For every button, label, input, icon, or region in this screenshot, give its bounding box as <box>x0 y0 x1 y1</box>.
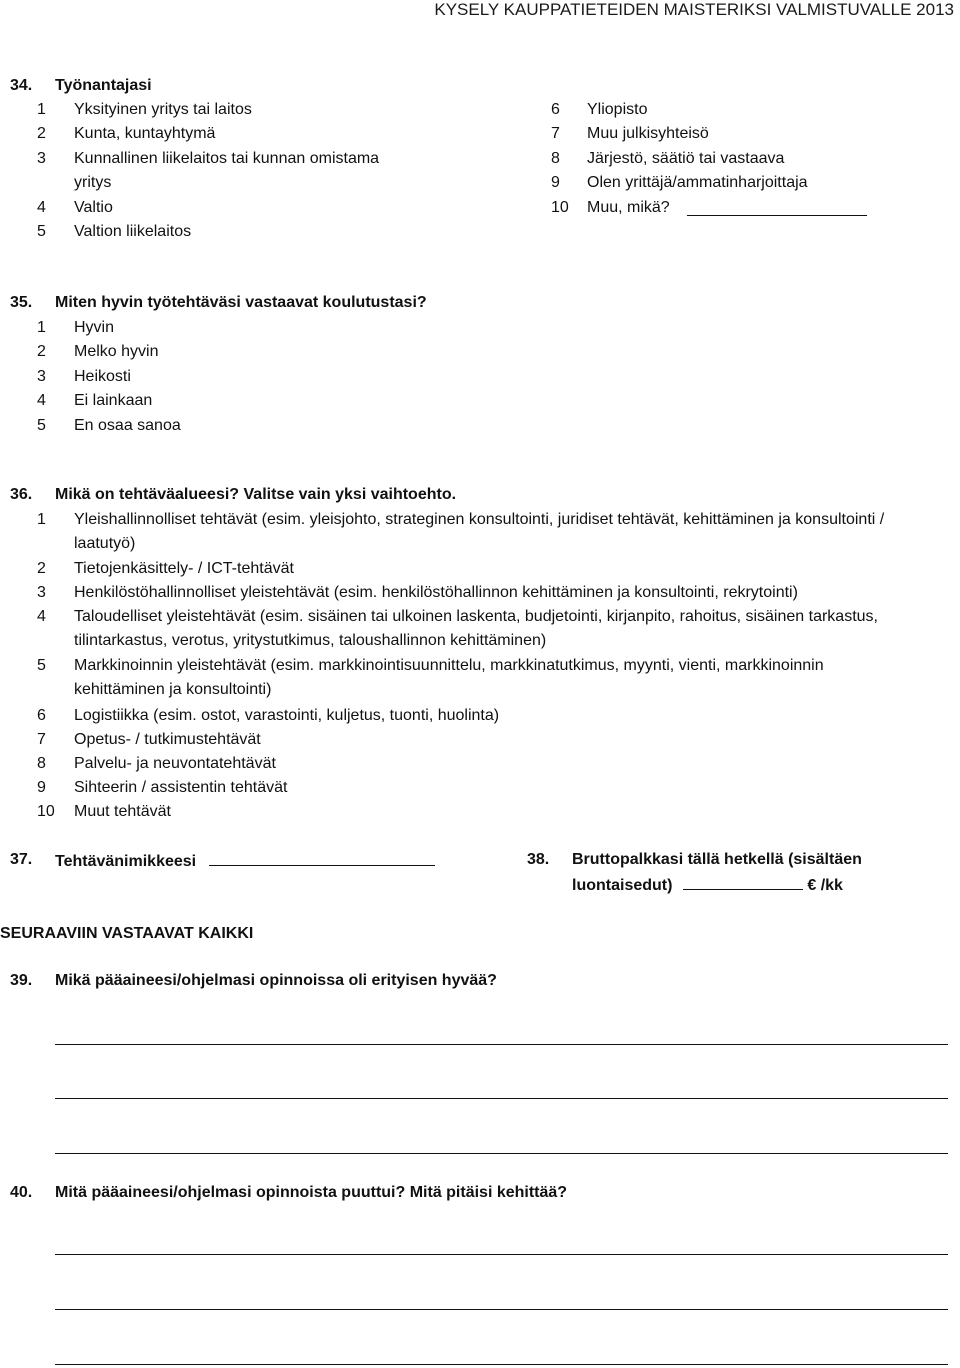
option-label: Logistiikka (esim. ostot, varastointi, kuljetus, tuonti, huolinta) <box>74 707 500 724</box>
option-label: Palvelu- ja neuvontatehtävät <box>74 755 276 772</box>
question-38 <box>527 851 947 901</box>
option-label: Valtio <box>74 198 113 216</box>
other-specify-blank[interactable] <box>687 201 867 216</box>
question-title: Työnantajasi <box>55 77 152 94</box>
option-label: Markkinoinnin yleistehtävät (esim. markkinointisuunnittelu, markkinatutkimus, myynti, vienti, markkinoinnin kehittäminen ja konsultointi) <box>74 657 824 698</box>
option-label: Melko hyvin <box>74 343 159 361</box>
question-number: 38. <box>527 851 550 868</box>
question-title: Tehtävänimikkeesi <box>55 853 197 870</box>
option-number: 3 <box>37 584 46 601</box>
option-number: 3 <box>37 149 46 167</box>
option-label: Muu julkisyhteisö <box>587 125 709 143</box>
option-label: Henkilöstöhallinnolliset yleistehtävät (esim. henkilöstöhallinnon kehittäminen ja konsultointi, rekrytointi) <box>74 584 798 601</box>
option-label: Kunnallinen liikelaitos tai kunnan omistama <box>74 149 380 167</box>
question-number: 36. <box>10 486 33 503</box>
option-number: 6 <box>551 101 560 118</box>
option-label: Valtion liikelaitos <box>74 223 192 240</box>
option-number: 5 <box>37 416 46 434</box>
option-number: 5 <box>37 223 46 240</box>
question-title: Miten hyvin työtehtäväsi vastaavat koulutustasi? <box>55 294 427 311</box>
option-number: 4 <box>37 198 46 216</box>
option-label: Tietojenkäsittely- / ICT-tehtävät <box>74 560 294 577</box>
option-number: 10 <box>37 803 55 820</box>
option-label: Yksityinen yritys tai laitos <box>74 101 252 118</box>
question-number: 39. <box>10 972 33 989</box>
option-number: 8 <box>551 149 560 167</box>
option-number: 7 <box>551 125 560 143</box>
question-number: 40. <box>10 1184 33 1201</box>
option-label: Muu, mikä? <box>587 198 670 216</box>
answer-line[interactable] <box>55 1044 948 1045</box>
option-label: Opetus- / tutkimustehtävät <box>74 731 261 748</box>
option-number: 6 <box>37 707 46 724</box>
question-title-line1: Bruttopalkkasi tällä hetkellä (sisältäen <box>572 851 862 868</box>
option-label: Yliopisto <box>587 101 648 118</box>
option-label: Taloudelliset yleistehtävät (esim. sisäinen tai ulkoinen laskenta, budjetointi, kirjanpito, rahoitus, sisäinen tarkastus, tilintarkastus, verotus, yritystutkimus, taloushallinnon kehittäminen) <box>74 608 878 649</box>
option-number: 4 <box>37 392 46 410</box>
job-title-blank[interactable] <box>209 851 435 866</box>
option-number: 1 <box>37 101 46 118</box>
option-number: 1 <box>37 511 46 528</box>
option-label: Sihteerin / assistentin tehtävät <box>74 779 288 796</box>
question-title: Mikä pääaineesi/ohjelmasi opinnoissa oli erityisen hyvää? <box>55 972 497 989</box>
option-number: 2 <box>37 125 46 143</box>
option-number: 9 <box>37 779 46 796</box>
question-number: 35. <box>10 294 33 311</box>
option-number: 4 <box>37 608 46 625</box>
question-title: Mikä on tehtäväalueesi? Valitse vain yksi vaihtoehto. <box>55 486 457 503</box>
option-label: Muut tehtävät <box>74 803 171 820</box>
option-label: Yleishallinnolliset tehtävät (esim. yleisjohto, strateginen konsultointi, juridiset tehtävät, kehittäminen ja konsultointi / laatutyö) <box>74 511 885 552</box>
option-label: Hyvin <box>74 319 115 336</box>
option-number: 7 <box>37 731 46 748</box>
option-label: yritys <box>74 174 112 192</box>
question-title: Mitä pääaineesi/ohjelmasi opinnoista puuttui? Mitä pitäisi kehittää? <box>55 1184 568 1201</box>
option-number: 5 <box>37 657 46 674</box>
answer-line[interactable] <box>55 1309 948 1310</box>
option-label: Järjestö, säätiö tai vastaava <box>587 149 785 167</box>
option-label: Kunta, kuntayhtymä <box>74 125 216 143</box>
option-label: Heikosti <box>74 367 131 385</box>
answer-line[interactable] <box>55 1364 948 1365</box>
option-number: 2 <box>37 560 46 577</box>
salary-blank[interactable] <box>683 875 803 890</box>
option-number: 3 <box>37 367 46 385</box>
option-number: 8 <box>37 755 46 772</box>
answer-line[interactable] <box>55 1254 948 1255</box>
option-number: 2 <box>37 343 46 361</box>
option-label: Olen yrittäjä/ammatinharjoittaja <box>587 174 808 192</box>
answer-line[interactable] <box>55 1153 948 1154</box>
question-number: 34. <box>10 77 33 94</box>
option-number: 10 <box>551 198 569 216</box>
option-label: Ei lainkaan <box>74 392 153 410</box>
question-number: 37. <box>10 851 33 868</box>
option-number: 9 <box>551 174 560 192</box>
question-title-line2: luontaisedut) <box>572 877 673 894</box>
salary-unit: € /kk <box>807 877 843 894</box>
option-number: 1 <box>37 319 46 336</box>
answer-line[interactable] <box>55 1098 948 1099</box>
section-heading: SEURAAVIIN VASTAAVAT KAIKKI <box>0 925 254 942</box>
page-header: KYSELY KAUPPATIETEIDEN MAISTERIKSI VALMISTUVALLE 2013 <box>434 0 954 19</box>
option-label: En osaa sanoa <box>74 416 181 434</box>
